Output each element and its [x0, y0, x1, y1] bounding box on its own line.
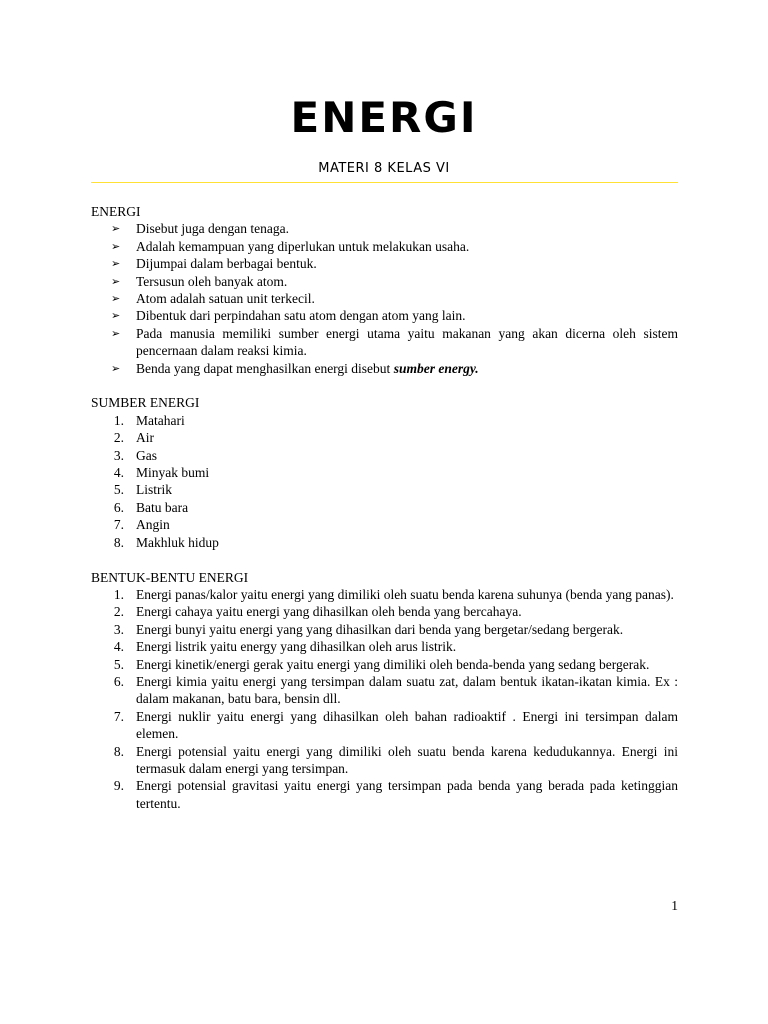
list-item: 5. Energi kinetik/energi gerak yaitu energi yang dimiliki oleh benda-benda yang sedang bergerak. [91, 656, 678, 673]
list-item: 7. Energi nuklir yaitu energi yang dihasilkan oleh bahan radioaktif . Energi ini tersimpan dalam elemen. [91, 708, 678, 743]
document-body [91, 203, 678, 812]
list-item: ➢ Benda yang dapat menghasilkan energi disebut sumber energy. [111, 360, 479, 376]
list-number: 3. [113, 447, 124, 463]
list-number: 8. [113, 534, 124, 550]
list-number: 7. [113, 517, 124, 533]
title-divider [91, 182, 678, 183]
list-number: 5. [113, 656, 124, 672]
page-title: ENERGI [290, 93, 478, 142]
list-item: ➢ Adalah kemampuan yang diperlukan untuk melakukan usaha. [111, 238, 470, 254]
list-item: 8. Energi potensial yaitu energi yang dimiliki oleh suatu benda karena kedudukannya. Energi ini termasuk dalam energi yang tersimpan. [91, 743, 678, 778]
section-heading-bentuk-energi: BENTUK-BENTU ENERGI [91, 569, 249, 585]
list-item: 4. Minyak bumi [91, 464, 678, 481]
list-item: ➢ Dijumpai dalam berbagai bentuk. [111, 256, 317, 272]
list-item: 1. Energi panas/kalor yaitu energi yang dimiliki oleh suatu benda karena suhunya (benda yang panas). [91, 586, 678, 603]
list-number: 1. [113, 586, 124, 602]
section-heading-sumber-energi: SUMBER ENERGI [91, 395, 200, 411]
list-number: 4. [113, 465, 124, 481]
list-item: 2. Energi cahaya yaitu energi yang dihasilkan oleh benda yang bercahaya. [91, 603, 678, 620]
list-number: 4. [113, 639, 124, 655]
list-item: 7. Angin [91, 516, 678, 533]
sumber-energi-list [91, 412, 678, 551]
arrow-bullet-icon: ➢ [111, 239, 121, 253]
list-item: ➢ Pada manusia memiliki sumber energi utama yaitu makanan yang akan dicerna oleh sistem pencernaan dalam reaksi kimia. [111, 325, 678, 359]
section-heading-energi: ENERGI [91, 204, 141, 219]
list-number: 7. [113, 708, 124, 724]
energi-bullet-list [91, 220, 678, 377]
arrow-bullet-icon: ➢ [111, 361, 121, 375]
bentuk-energi-list [91, 586, 678, 812]
list-item: ➢ Disebut juga dengan tenaga. [111, 221, 289, 237]
list-item: 6. Energi kimia yaitu energi yang tersimpan dalam suatu zat, dalam bentuk ikatan-ikatan kimia. Ex : dalam makanan, batu bara, bensin dll. [91, 673, 678, 708]
list-item: 3. Energi bunyi yaitu energi yang yang dihasilkan dari benda yang bergetar/sedang bergerak. [91, 621, 678, 638]
list-number: 2. [113, 604, 124, 620]
list-number: 8. [113, 743, 124, 759]
list-item: 1. Matahari [91, 412, 678, 429]
list-item: ➢ Atom adalah satuan unit terkecil. [111, 291, 315, 307]
list-number: 5. [113, 482, 124, 498]
list-item: 9. Energi potensial gravitasi yaitu energi yang tersimpan pada benda yang berada pada ketinggian tertentu. [91, 777, 678, 812]
list-item: 6. Batu bara [91, 499, 678, 516]
page-subtitle: MATERI 8 KELAS VI [318, 161, 450, 176]
arrow-bullet-icon: ➢ [111, 326, 121, 340]
arrow-bullet-icon: ➢ [111, 257, 121, 271]
list-item: 4. Energi listrik yaitu energy yang dihasilkan oleh arus listrik. [91, 638, 678, 655]
list-number: 9. [113, 778, 124, 794]
arrow-bullet-icon: ➢ [111, 292, 121, 306]
arrow-bullet-icon: ➢ [111, 309, 121, 323]
emphasis-sumber-energy: sumber energy. [393, 360, 479, 376]
list-item: 2. Air [91, 429, 678, 446]
arrow-bullet-icon: ➢ [111, 222, 121, 236]
list-item: ➢ Tersusun oleh banyak atom. [111, 273, 288, 289]
list-number: 6. [113, 673, 124, 689]
list-number: 2. [113, 430, 124, 446]
list-number: 1. [113, 412, 124, 428]
list-item: 5. Listrik [91, 481, 678, 498]
arrow-bullet-icon: ➢ [111, 274, 121, 288]
list-item: ➢ Dibentuk dari perpindahan satu atom dengan atom yang lain. [111, 308, 466, 324]
list-item: 3. Gas [91, 447, 678, 464]
list-number: 6. [113, 499, 124, 515]
page-number: 1 [671, 898, 678, 913]
list-number: 3. [113, 621, 124, 637]
list-item: 8. Makhluk hidup [91, 534, 678, 551]
